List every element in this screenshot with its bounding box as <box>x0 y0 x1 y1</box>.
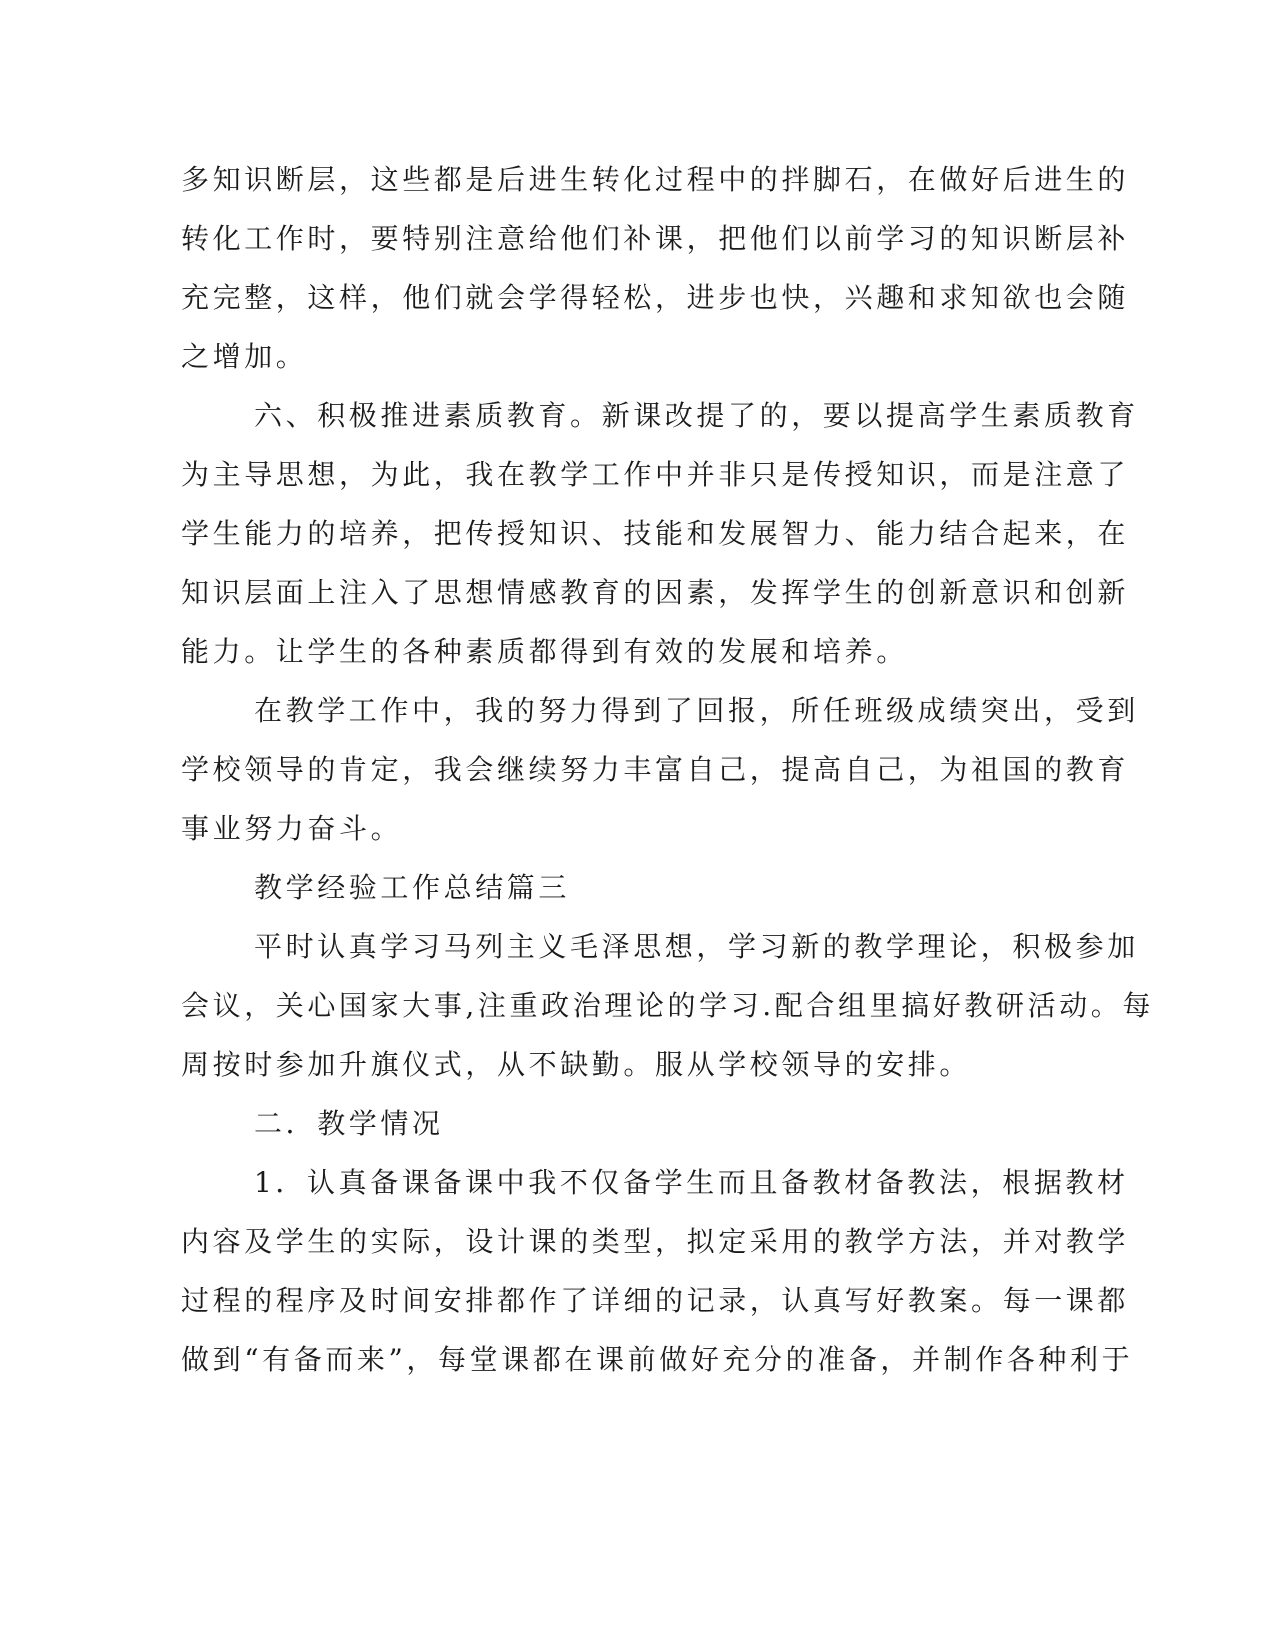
text-line: 做到“有备而来”，每堂课都在课前做好充分的准备，并制作各种利于 <box>181 1343 1134 1376</box>
text-line: 过程的程序及时间安排都作了详细的记录，认真写好教案。每一课都 <box>181 1284 1130 1317</box>
text-line: 学校领导的肯定，我会继续努力丰富自己，提高自己，为祖国的教育 <box>181 753 1130 786</box>
document-page <box>181 150 1155 1389</box>
text-line: 内容及学生的实际，设计课的类型，拟定采用的教学方法，并对教学 <box>181 1225 1130 1258</box>
text-line: 周按时参加升旗仪式，从不缺勤。服从学校领导的安排。 <box>181 1048 972 1081</box>
text-line: 转化工作时，要特别注意给他们补课，把他们以前学习的知识断层补 <box>181 222 1130 255</box>
text-line: 会议，关心国家大事,注重政治理论的学习.配合组里搞好教研活动。每 <box>181 989 1155 1022</box>
text-line: 能力。让学生的各种素质都得到有效的发展和培养。 <box>181 635 908 668</box>
text-line: 六、积极推进素质教育。新课改提了的，要以提高学生素质教育 <box>254 399 1139 432</box>
text-line: 1．认真备课备课中我不仅备学生而且备教材备教法，根据教材 <box>254 1166 1129 1199</box>
text-line: 充完整，这样，他们就会学得轻松，进步也快，兴趣和求知欲也会随 <box>181 281 1130 314</box>
text-line: 事业努力奋斗。 <box>181 812 403 845</box>
text-line: 知识层面上注入了思想情感教育的因素，发挥学生的创新意识和创新 <box>181 576 1130 609</box>
text-line: 多知识断层，这些都是后进生转化过程中的拌脚石，在做好后进生的 <box>181 163 1130 196</box>
text-line: 学生能力的培养，把传授知识、技能和发展智力、能力结合起来，在 <box>181 517 1130 550</box>
section-heading: 教学经验工作总结篇三 <box>254 871 571 904</box>
text-line: 平时认真学习马列主义毛泽思想，学习新的教学理论，积极参加 <box>254 930 1139 963</box>
text-line: 为主导思想，为此，我在教学工作中并非只是传授知识，而是注意了 <box>181 458 1130 491</box>
text-line: 之增加。 <box>181 340 308 373</box>
section-heading: 二．教学情况 <box>254 1107 444 1140</box>
text-line: 在教学工作中，我的努力得到了回报，所任班级成绩突出，受到 <box>254 694 1139 727</box>
